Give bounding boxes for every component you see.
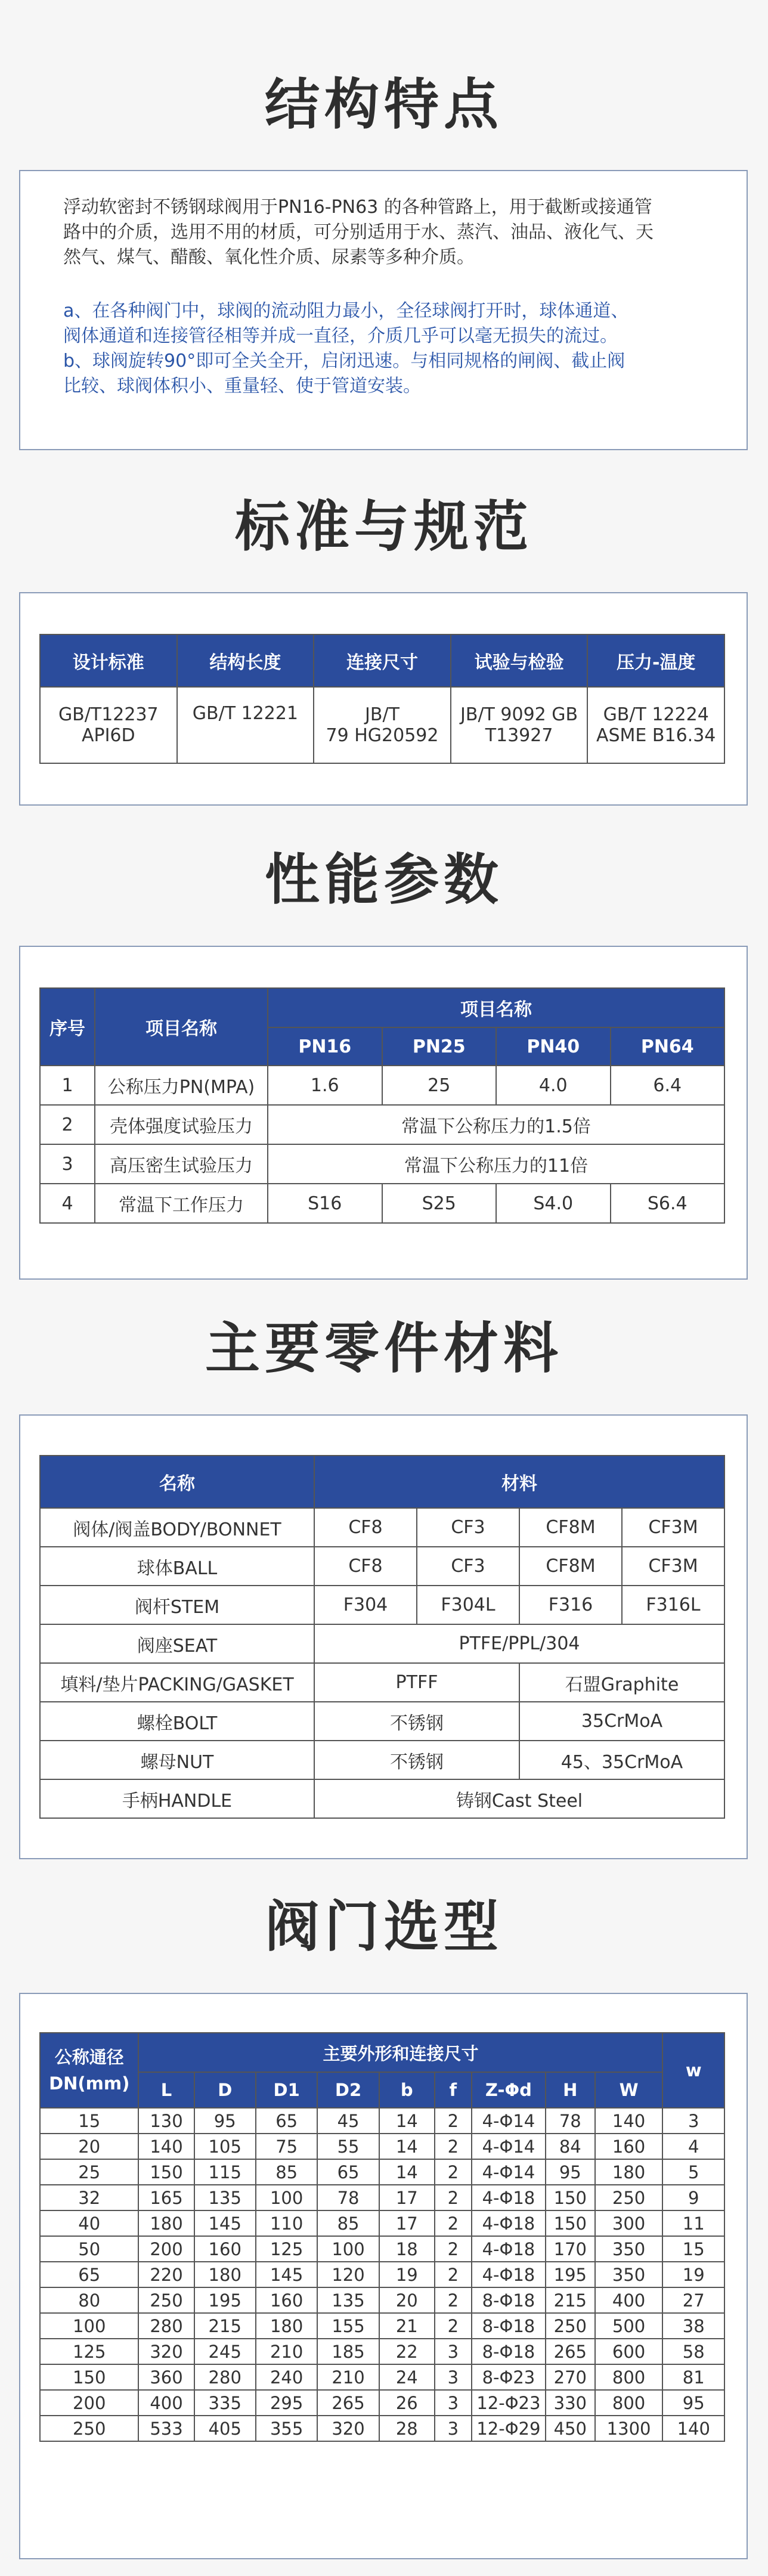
selection-cell: 210 [256, 2339, 317, 2364]
standards-cell: GB/T 12224 ASME B16.34 [587, 687, 724, 763]
selection-cell: 28 [379, 2416, 435, 2441]
materials-cell-merged: PTFE/PPL/304 [314, 1624, 724, 1663]
selection-row [40, 2287, 724, 2313]
selection-cell: 3 [435, 2364, 472, 2390]
selection-cell: 45 [317, 2108, 379, 2134]
selection-cell: 8-Φ18 [472, 2313, 546, 2339]
standards-cell: JB/T 9092 GB T13927 [451, 687, 588, 763]
materials-cell: CF3M [622, 1547, 724, 1586]
selection-cell: 11 [662, 2210, 724, 2236]
selection-cell: 125 [256, 2236, 317, 2262]
selection-cell: 50 [40, 2236, 138, 2262]
materials-cell-name: 螺栓BOLT [40, 1702, 314, 1741]
materials-cell-name: 球体BALL [40, 1547, 314, 1586]
materials-cell: CF8 [314, 1547, 417, 1586]
selection-cell: 265 [546, 2339, 595, 2364]
performance-cell-name: 常温下工作压力 [95, 1184, 268, 1223]
selection-cell: 215 [194, 2313, 256, 2339]
performance-header-pn: PN16 [268, 1027, 382, 1066]
selection-box [19, 1993, 748, 2559]
selection-cell: 210 [317, 2364, 379, 2390]
selection-header-col: b [379, 2072, 435, 2108]
selection-cell: 80 [40, 2287, 138, 2313]
standards-cell: JB/T 79 HG20592 [314, 687, 451, 763]
selection-cell: 3 [662, 2108, 724, 2134]
selection-row [40, 2210, 724, 2236]
selection-cell: 140 [595, 2108, 663, 2134]
selection-header-w: w [662, 2033, 724, 2108]
selection-cell: 160 [595, 2134, 663, 2159]
selection-cell: 27 [662, 2287, 724, 2313]
selection-cell: 4-Φ14 [472, 2108, 546, 2134]
materials-cell-name: 填料/垫片PACKING/GASKET [40, 1663, 314, 1702]
selection-cell: 245 [194, 2339, 256, 2364]
selection-cell: 24 [379, 2364, 435, 2390]
performance-cell: S4.0 [496, 1184, 611, 1223]
selection-cell: 195 [546, 2262, 595, 2287]
selection-header-group: 主要外形和连接尺寸 [138, 2033, 662, 2072]
materials-cell: 石盟Graphite [519, 1663, 724, 1702]
selection-header-col: D2 [317, 2072, 379, 2108]
selection-cell: 55 [317, 2134, 379, 2159]
selection-row [40, 2364, 724, 2390]
materials-cell-name: 阀体/阀盖BODY/BONNET [40, 1508, 314, 1547]
materials-header-name: 名称 [40, 1456, 314, 1508]
selection-header-col: D [194, 2072, 256, 2108]
selection-cell: 320 [138, 2339, 194, 2364]
performance-cell: 4.0 [496, 1066, 611, 1105]
performance-cell: 25 [382, 1066, 497, 1105]
materials-cell-name: 螺母NUT [40, 1741, 314, 1779]
materials-box [19, 1414, 748, 1859]
selection-cell: 5 [662, 2159, 724, 2185]
section-title-performance: 性能参数 [264, 848, 503, 912]
selection-cell: 4-Φ18 [472, 2210, 546, 2236]
selection-cell: 100 [256, 2185, 317, 2210]
selection-cell: 100 [317, 2236, 379, 2262]
selection-cell: 160 [194, 2236, 256, 2262]
selection-row [40, 2416, 724, 2441]
selection-cell: 2 [435, 2236, 472, 2262]
selection-cell: 84 [546, 2134, 595, 2159]
selection-cell: 65 [256, 2108, 317, 2134]
materials-row [40, 1779, 724, 1818]
performance-cell: 1.6 [268, 1066, 382, 1105]
selection-cell: 3 [435, 2416, 472, 2441]
selection-cell: 12-Φ23 [472, 2390, 546, 2416]
performance-cell-no: 1 [40, 1066, 95, 1105]
selection-cell: 95 [194, 2108, 256, 2134]
performance-header-group: 项目名称 [268, 988, 724, 1027]
performance-header-name: 项目名称 [95, 988, 268, 1066]
selection-cell: 22 [379, 2339, 435, 2364]
selection-cell: 115 [194, 2159, 256, 2185]
selection-cell: 180 [138, 2210, 194, 2236]
selection-cell: 65 [317, 2159, 379, 2185]
standards-header: 压力-温度 [587, 634, 724, 687]
selection-cell: 320 [317, 2416, 379, 2441]
selection-row [40, 2236, 724, 2262]
selection-cell: 40 [40, 2210, 138, 2236]
materials-cell: PTFF [314, 1663, 519, 1702]
selection-header-col: W [595, 2072, 663, 2108]
selection-cell: 17 [379, 2210, 435, 2236]
selection-cell: 1300 [595, 2416, 663, 2441]
structure-box [19, 170, 748, 450]
performance-cell: S6.4 [611, 1184, 725, 1223]
performance-box [19, 946, 748, 1280]
selection-cell: 200 [138, 2236, 194, 2262]
selection-cell: 250 [138, 2287, 194, 2313]
performance-row [40, 1144, 724, 1184]
selection-cell: 4-Φ18 [472, 2262, 546, 2287]
selection-cell: 600 [595, 2339, 663, 2364]
selection-cell: 14 [379, 2159, 435, 2185]
selection-subheader-row [40, 2072, 724, 2108]
structure-point-b-line-2: 比较、球阀体积小、重量轻、使于管道安装。 [63, 376, 421, 397]
materials-cell: F316 [519, 1586, 622, 1624]
structure-desc-line-1: 浮动软密封不锈钢球阀用于PN16-PN63 的各种管路上，用于截断或接通管 [63, 197, 652, 218]
selection-cell: 180 [194, 2262, 256, 2287]
structure-desc-line-2: 路中的介质，选用不用的材质，可分别适用于水、蒸汽、油品、液化气、天 [63, 222, 654, 243]
performance-cell-name: 公称压力PN(MPA) [95, 1066, 268, 1105]
performance-cell-merged: 常温下公称压力的1.5倍 [268, 1105, 724, 1144]
materials-cell: F304L [417, 1586, 519, 1624]
materials-cell: CF8 [314, 1508, 417, 1547]
selection-cell: 38 [662, 2313, 724, 2339]
section-title-materials: 主要零件材料 [205, 1317, 563, 1380]
standards-header: 连接尺寸 [314, 634, 451, 687]
structure-point-b-line-1: b、球阀旋转90°即可全关全开，启闭迅速。与相同规格的闸阀、截止阀 [63, 351, 625, 371]
structure-point-a-line-2: 阀体通道和连接管径相等并成一直径，介质几乎可以毫无损失的流过。 [63, 326, 618, 346]
performance-cell-name: 高压密生试验压力 [95, 1144, 268, 1184]
selection-cell: 9 [662, 2185, 724, 2210]
selection-cell: 3 [435, 2339, 472, 2364]
selection-cell: 500 [595, 2313, 663, 2339]
selection-row [40, 2159, 724, 2185]
structure-point-a-line-1: a、在各种阀门中，球阀的流动阻力最小，全径球阀打开时，球体通道、 [63, 301, 629, 321]
selection-cell: 4-Φ14 [472, 2159, 546, 2185]
materials-row [40, 1663, 724, 1702]
selection-cell: 32 [40, 2185, 138, 2210]
materials-header-material: 材料 [314, 1456, 724, 1508]
materials-cell: F316L [622, 1586, 724, 1624]
selection-cell: 2 [435, 2159, 472, 2185]
performance-cell-name: 壳体强度试验压力 [95, 1105, 268, 1144]
materials-cell: F304 [314, 1586, 417, 1624]
selection-cell: 12-Φ29 [472, 2416, 546, 2441]
selection-row [40, 2262, 724, 2287]
selection-cell: 130 [138, 2108, 194, 2134]
performance-cell-merged: 常温下公称压力的11倍 [268, 1144, 724, 1184]
section-title-selection: 阀门选型 [264, 1895, 503, 1959]
materials-row [40, 1741, 724, 1779]
selection-cell: 19 [379, 2262, 435, 2287]
performance-row [40, 1105, 724, 1144]
materials-row [40, 1586, 724, 1624]
selection-header-col: Z-Φd [472, 2072, 546, 2108]
selection-cell: 120 [317, 2262, 379, 2287]
selection-row [40, 2108, 724, 2134]
performance-row [40, 1184, 724, 1223]
selection-row [40, 2390, 724, 2416]
selection-cell: 145 [194, 2210, 256, 2236]
standards-header: 设计标准 [40, 634, 177, 687]
selection-cell: 250 [595, 2185, 663, 2210]
materials-table [39, 1455, 725, 1819]
selection-header-col: L [138, 2072, 194, 2108]
selection-cell: 95 [546, 2159, 595, 2185]
selection-cell: 270 [546, 2364, 595, 2390]
materials-cell-name: 手柄HANDLE [40, 1779, 314, 1818]
materials-cell-merged: 铸钢Cast Steel [314, 1779, 724, 1818]
selection-cell: 533 [138, 2416, 194, 2441]
materials-cell: 不锈钢 [314, 1702, 519, 1741]
selection-table [39, 2032, 725, 2442]
materials-row [40, 1624, 724, 1663]
selection-cell: 8-Φ18 [472, 2287, 546, 2313]
selection-cell: 21 [379, 2313, 435, 2339]
selection-cell: 240 [256, 2364, 317, 2390]
selection-cell: 165 [138, 2185, 194, 2210]
selection-cell: 2 [435, 2185, 472, 2210]
selection-cell: 2 [435, 2262, 472, 2287]
standards-cell: GB/T12237 API6D [40, 687, 177, 763]
selection-cell: 180 [256, 2313, 317, 2339]
selection-cell: 220 [138, 2262, 194, 2287]
selection-row [40, 2134, 724, 2159]
materials-row [40, 1508, 724, 1547]
selection-cell: 800 [595, 2390, 663, 2416]
selection-cell: 330 [546, 2390, 595, 2416]
materials-row [40, 1547, 724, 1586]
materials-cell: CF3M [622, 1508, 724, 1547]
selection-cell: 145 [256, 2262, 317, 2287]
section-title-structure: 结构特点 [264, 73, 503, 137]
selection-cell: 18 [379, 2236, 435, 2262]
selection-header-dn: 公称通径 DN(mm) [40, 2033, 138, 2108]
selection-cell: 150 [138, 2159, 194, 2185]
selection-cell: 450 [546, 2416, 595, 2441]
selection-cell: 4-Φ14 [472, 2134, 546, 2159]
performance-cell-no: 2 [40, 1105, 95, 1144]
selection-cell: 295 [256, 2390, 317, 2416]
selection-header-col: H [546, 2072, 595, 2108]
selection-row [40, 2185, 724, 2210]
selection-cell: 25 [40, 2159, 138, 2185]
materials-cell: 45、35CrMoA [519, 1741, 724, 1779]
standards-header: 结构长度 [177, 634, 314, 687]
standards-cell: GB/T 12221 [177, 687, 314, 763]
selection-cell: 8-Φ18 [472, 2339, 546, 2364]
selection-cell: 20 [379, 2287, 435, 2313]
selection-cell: 26 [379, 2390, 435, 2416]
selection-cell: 15 [662, 2236, 724, 2262]
selection-body [40, 2108, 724, 2441]
selection-cell: 160 [256, 2287, 317, 2313]
selection-cell: 4-Φ18 [472, 2185, 546, 2210]
section-title-standards: 标准与规范 [234, 495, 533, 559]
selection-cell: 300 [595, 2210, 663, 2236]
selection-cell: 265 [317, 2390, 379, 2416]
materials-cell: CF3 [417, 1547, 519, 1586]
selection-cell: 8-Φ23 [472, 2364, 546, 2390]
standards-header: 试验与检验 [451, 634, 588, 687]
selection-cell: 20 [40, 2134, 138, 2159]
materials-cell: CF3 [417, 1508, 519, 1547]
selection-cell: 400 [595, 2287, 663, 2313]
selection-cell: 95 [662, 2390, 724, 2416]
materials-cell: 35CrMoA [519, 1702, 724, 1741]
selection-row [40, 2313, 724, 2339]
selection-cell: 180 [595, 2159, 663, 2185]
selection-cell: 280 [194, 2364, 256, 2390]
selection-cell: 155 [317, 2313, 379, 2339]
materials-cell-name: 阀杆STEM [40, 1586, 314, 1624]
selection-cell: 360 [138, 2364, 194, 2390]
performance-table [39, 987, 725, 1224]
selection-cell: 405 [194, 2416, 256, 2441]
selection-header-col: f [435, 2072, 472, 2108]
selection-cell: 14 [379, 2108, 435, 2134]
selection-cell: 4 [662, 2134, 724, 2159]
selection-cell: 150 [546, 2210, 595, 2236]
standards-table [39, 634, 725, 764]
selection-cell: 140 [138, 2134, 194, 2159]
performance-cell-no: 3 [40, 1144, 95, 1184]
selection-cell: 81 [662, 2364, 724, 2390]
selection-cell: 280 [138, 2313, 194, 2339]
selection-cell: 14 [379, 2134, 435, 2159]
performance-cell-no: 4 [40, 1184, 95, 1223]
performance-cell: S25 [382, 1184, 497, 1223]
selection-cell: 19 [662, 2262, 724, 2287]
selection-cell: 105 [194, 2134, 256, 2159]
selection-cell: 150 [546, 2185, 595, 2210]
selection-cell: 250 [40, 2416, 138, 2441]
performance-row [40, 1066, 724, 1105]
selection-cell: 17 [379, 2185, 435, 2210]
materials-cell: CF8M [519, 1508, 622, 1547]
performance-header-pn: PN25 [382, 1027, 497, 1066]
selection-header-col: D1 [256, 2072, 317, 2108]
selection-cell: 355 [256, 2416, 317, 2441]
performance-header-pn: PN40 [496, 1027, 611, 1066]
selection-cell: 2 [435, 2287, 472, 2313]
selection-cell: 170 [546, 2236, 595, 2262]
selection-cell: 350 [595, 2262, 663, 2287]
selection-cell: 65 [40, 2262, 138, 2287]
selection-cell: 85 [256, 2159, 317, 2185]
selection-cell: 78 [546, 2108, 595, 2134]
selection-cell: 85 [317, 2210, 379, 2236]
selection-cell: 78 [317, 2185, 379, 2210]
selection-cell: 3 [435, 2390, 472, 2416]
selection-cell: 250 [546, 2313, 595, 2339]
selection-cell: 215 [546, 2287, 595, 2313]
materials-cell-name: 阀座SEAT [40, 1624, 314, 1663]
standards-row [40, 687, 724, 763]
selection-cell: 195 [194, 2287, 256, 2313]
selection-cell: 135 [194, 2185, 256, 2210]
selection-cell: 2 [435, 2210, 472, 2236]
selection-cell: 100 [40, 2313, 138, 2339]
selection-cell: 150 [40, 2364, 138, 2390]
performance-cell: S16 [268, 1184, 382, 1223]
materials-row [40, 1702, 724, 1741]
selection-cell: 110 [256, 2210, 317, 2236]
selection-cell: 58 [662, 2339, 724, 2364]
selection-cell: 4-Φ18 [472, 2236, 546, 2262]
selection-cell: 800 [595, 2364, 663, 2390]
structure-desc-line-3: 然气、煤气、醋酸、氧化性介质、尿素等多种介质。 [63, 247, 475, 268]
selection-cell: 135 [317, 2287, 379, 2313]
selection-cell: 2 [435, 2313, 472, 2339]
materials-cell: 不锈钢 [314, 1741, 519, 1779]
selection-row [40, 2339, 724, 2364]
performance-header-pn: PN64 [611, 1027, 725, 1066]
selection-cell: 15 [40, 2108, 138, 2134]
selection-cell: 335 [194, 2390, 256, 2416]
performance-header-no: 序号 [40, 988, 95, 1066]
standards-box [19, 592, 748, 806]
selection-cell: 140 [662, 2416, 724, 2441]
selection-cell: 200 [40, 2390, 138, 2416]
selection-cell: 2 [435, 2108, 472, 2134]
selection-cell: 2 [435, 2134, 472, 2159]
selection-cell: 185 [317, 2339, 379, 2364]
materials-cell: CF8M [519, 1547, 622, 1586]
selection-cell: 350 [595, 2236, 663, 2262]
selection-cell: 125 [40, 2339, 138, 2364]
standards-header-row [40, 634, 724, 687]
performance-cell: 6.4 [611, 1066, 725, 1105]
selection-cell: 75 [256, 2134, 317, 2159]
selection-cell: 400 [138, 2390, 194, 2416]
